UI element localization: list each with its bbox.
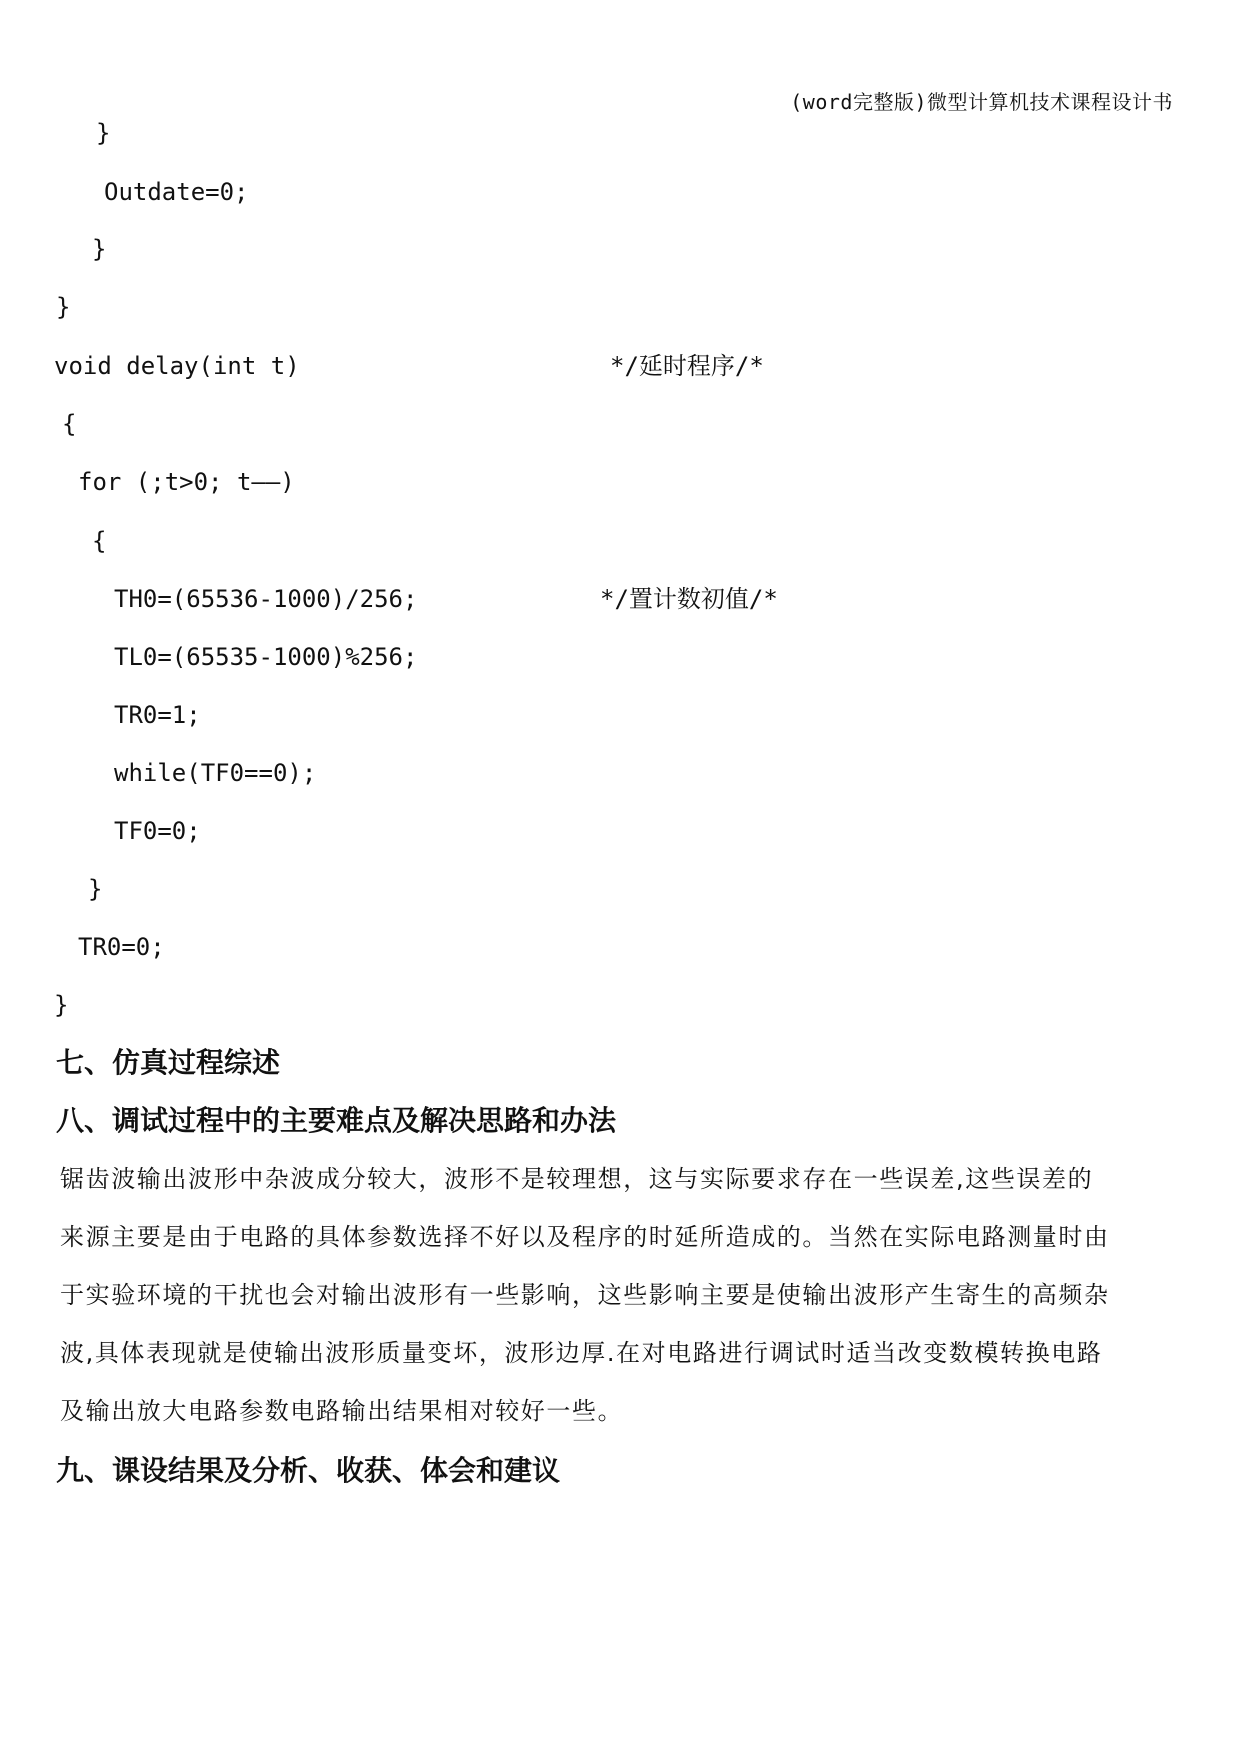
paragraph-line: 波,具体表现就是使输出波形质量变坏，波形边厚.在对电路进行调试时适当改变数模转换电路: [60, 1339, 1103, 1367]
section-heading-9: 九、课设结果及分析、收获、体会和建议: [56, 1454, 561, 1487]
code-line: TF0=0;: [114, 817, 201, 845]
code-comment: */延时程序/*: [610, 352, 764, 380]
page-header: (word完整版)微型计算机技术课程设计书: [790, 90, 1173, 114]
paragraph-line: 锯齿波输出波形中杂波成分较大，波形不是较理想，这与实际要求存在一些误差,这些误差的: [60, 1165, 1094, 1193]
code-line: void delay(int t): [54, 352, 300, 380]
code-line: }: [54, 991, 69, 1019]
code-line: TH0=(65536-1000)/256;: [114, 585, 418, 613]
code-line: while(TF0==0);: [114, 759, 317, 787]
code-line: }: [96, 119, 111, 147]
code-line: Outdate=0;: [104, 178, 249, 206]
code-line: {: [62, 410, 77, 438]
code-line: }: [88, 875, 103, 903]
code-line: }: [92, 235, 107, 263]
section-heading-7: 七、仿真过程综述: [56, 1046, 281, 1079]
paragraph-line: 来源主要是由于电路的具体参数选择不好以及程序的时延所造成的。当然在实际电路测量时由: [60, 1223, 1110, 1251]
paragraph-line: 于实验环境的干扰也会对输出波形有一些影响，这些影响主要是使输出波形产生寄生的高频杂: [60, 1281, 1110, 1309]
code-line: TR0=1;: [114, 701, 201, 729]
code-line: TR0=0;: [78, 933, 165, 961]
paragraph-line: 及输出放大电路参数电路输出结果相对较好一些。: [60, 1397, 624, 1425]
code-line: for (;t>0; t——): [78, 468, 295, 496]
code-line: {: [92, 527, 107, 555]
section-heading-8: 八、调试过程中的主要难点及解决思路和办法: [56, 1104, 617, 1137]
code-comment: */置计数初值/*: [600, 585, 778, 613]
code-line: }: [56, 293, 71, 321]
code-line: TL0=(65535-1000)%256;: [114, 643, 418, 671]
